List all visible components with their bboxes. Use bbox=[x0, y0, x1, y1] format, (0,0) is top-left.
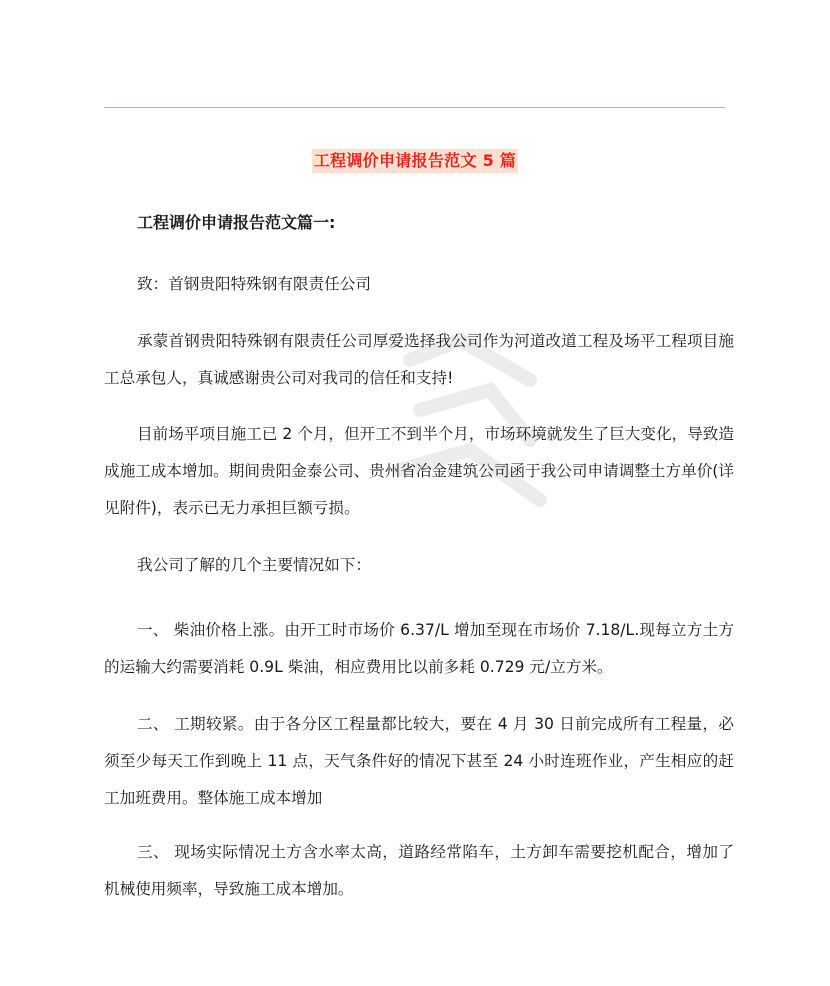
paragraph-thanks: 承蒙首钢贵阳特殊钢有限责任公司厚爱选择我公司作为河道改道工程及场平工程项目施工总承包人，真诚感谢贵公司对我司的信任和支持! bbox=[104, 332, 734, 387]
title-container bbox=[0, 149, 830, 173]
paragraph-item-2: 二、 工期较紧。由于各分区工程量都比较大，要在 4 月 30 日前完成所有工程量，必须至少每天工作到晚上 11 点，天气条件好的情况下甚至 24 小时连班作业，产生相应的赶工加班费用。整体施工成本增加 bbox=[104, 715, 734, 807]
paragraph-intro-list: 我公司了解的几个主要情况如下： bbox=[137, 556, 371, 574]
section-heading: 工程调价申请报告范文篇一: bbox=[137, 213, 336, 232]
paragraph-item-3: 三、 现场实际情况土方含水率太高，道路经常陷车，土方卸车需要挖机配合，增加了机械使用频率，导致施工成本增加。 bbox=[104, 843, 734, 898]
header-rule bbox=[104, 107, 725, 108]
paragraph-situation: 目前场平项目施工已 2 个月，但开工不到半个月，市场环境就发生了巨大变化，导致造成施工成本增加。期间贵阳金泰公司、贵州省冶金建筑公司函于我公司申请调整土方单价(详见附件)，表示已无力承担巨额亏损。 bbox=[104, 425, 734, 517]
paragraph-addressee: 致：首钢贵阳特殊钢有限责任公司 bbox=[137, 275, 371, 293]
paragraph-item-1: 一、 柴油价格上涨。由开工时市场价 6.37/L 增加至现在市场价 7.18/L.现每立方土方的运输大约需要消耗 0.9L 柴油，相应费用比以前多耗 0.729 元/立方米。 bbox=[104, 621, 734, 676]
document-title: 工程调价申请报告范文 5 篇 bbox=[312, 149, 518, 173]
